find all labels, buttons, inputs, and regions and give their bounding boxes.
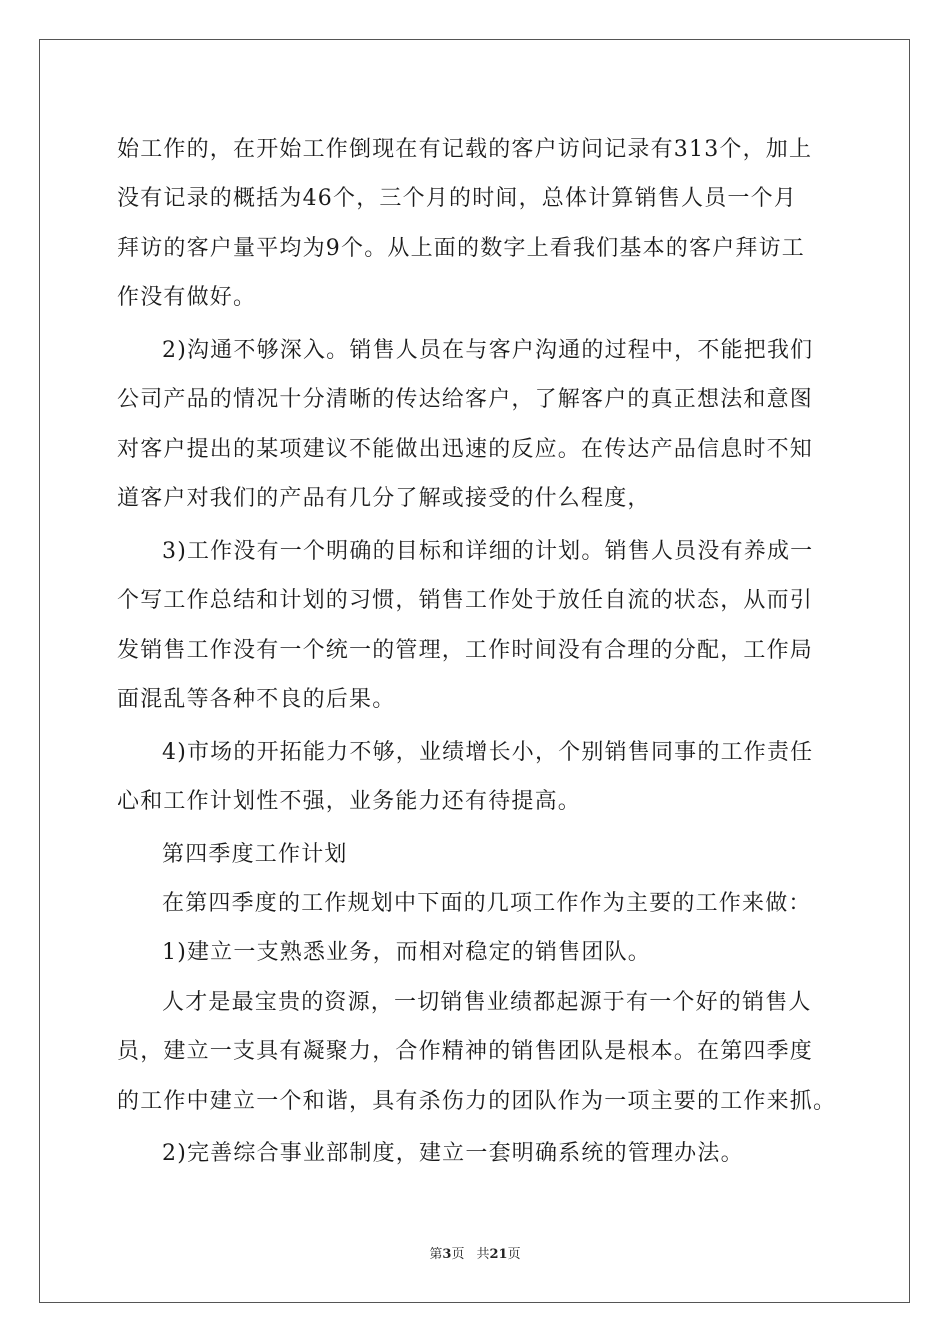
text-line: 始工作的，在开始工作倒现在有记载的客户访问记录有313个，加上 bbox=[117, 137, 813, 162]
text-line: 3)工作没有一个明确的目标和详细的计划。销售人员没有养成一 bbox=[162, 539, 814, 564]
text-line: 在第四季度的工作规划中下面的几项工作作为主要的工作来做： bbox=[162, 891, 812, 916]
text-line: 2)沟通不够深入。销售人员在与客户沟通的过程中，不能把我们 bbox=[162, 338, 814, 363]
text-line: 1)建立一支熟悉业务，而相对稳定的销售团队。 bbox=[162, 940, 651, 965]
text-line: 人才是最宝贵的资源，一切销售业绩都起源于有一个好的销售人 bbox=[162, 990, 812, 1015]
text-line: 2)完善综合事业部制度，建立一套明确系统的管理办法。 bbox=[162, 1141, 744, 1166]
text-line: 对客户提出的某项建议不能做出迅速的反应。在传达产品信息时不知 bbox=[117, 437, 814, 462]
page-suffix: 页 bbox=[451, 1247, 465, 1262]
text-line: 作没有做好。 bbox=[117, 285, 257, 310]
text-line: 员，建立一支具有凝聚力，合作精神的销售团队是根本。在第四季度 bbox=[117, 1039, 814, 1064]
section-heading: 第四季度工作计划 bbox=[162, 842, 348, 867]
page-footer bbox=[0, 1247, 950, 1263]
text-line: 没有记录的概括为46个，三个月的时间，总体计算销售人员一个月 bbox=[117, 186, 797, 211]
text-line: 心和工作计划性不强，业务能力还有待提高。 bbox=[117, 789, 582, 814]
text-line: 个写工作总结和计划的习惯，销售工作处于放任自流的状态，从而引 bbox=[117, 588, 814, 613]
total-pages: 21 bbox=[489, 1247, 508, 1262]
page-prefix: 第 bbox=[429, 1247, 443, 1262]
text-line: 拜访的客户量平均为9个。从上面的数字上看我们基本的客户拜访工 bbox=[117, 236, 805, 261]
total-prefix: 共 bbox=[476, 1247, 490, 1262]
text-line: 4)市场的开拓能力不够，业绩增长小，个别销售同事的工作责任 bbox=[162, 740, 814, 765]
total-suffix: 页 bbox=[507, 1247, 521, 1262]
text-line: 的工作中建立一个和谐，具有杀伤力的团队作为一项主要的工作来抓。 bbox=[117, 1089, 837, 1114]
text-line: 发销售工作没有一个统一的管理，工作时间没有合理的分配，工作局 bbox=[117, 638, 814, 663]
page-number: 3 bbox=[442, 1247, 452, 1262]
text-line: 道客户对我们的产品有几分了解或接受的什么程度， bbox=[117, 486, 651, 511]
text-line: 公司产品的情况十分清晰的传达给客户，了解客户的真正想法和意图 bbox=[117, 387, 814, 412]
text-line: 面混乱等各种不良的后果。 bbox=[117, 687, 396, 712]
